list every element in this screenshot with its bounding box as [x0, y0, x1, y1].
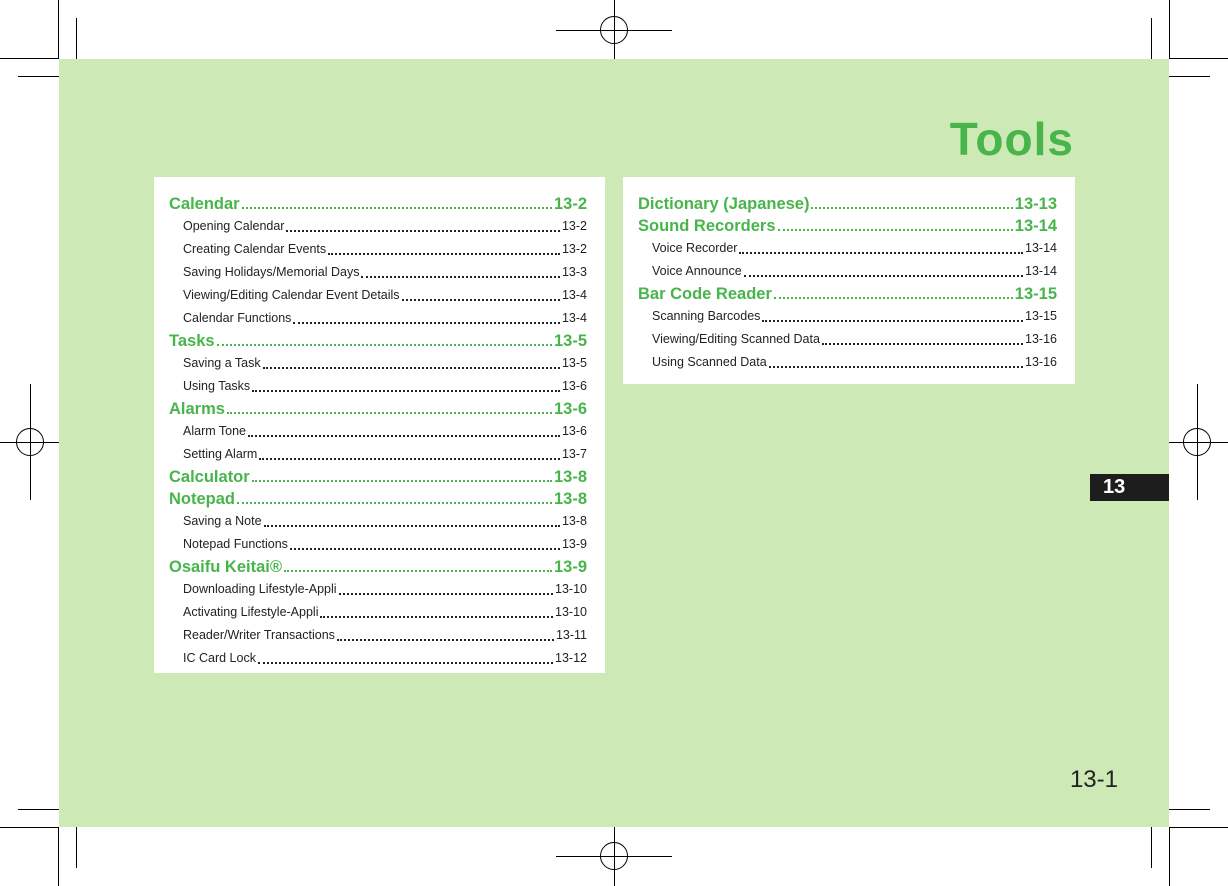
toc-left-panel: [154, 177, 605, 673]
dot-leader: [237, 502, 552, 504]
dot-leader: [402, 299, 560, 301]
dot-leader: [739, 252, 1023, 254]
toc-entry[interactable]: [169, 307, 587, 330]
toc-section-heading[interactable]: [169, 488, 587, 510]
page-reference: 13-6: [553, 400, 587, 418]
entry-title: Notepad Functions: [183, 537, 288, 551]
entry-title: Opening Calendar: [183, 219, 285, 233]
toc-entry[interactable]: [169, 261, 587, 284]
page-reference: 13-10: [555, 605, 587, 619]
page-reference: 13-2: [561, 242, 587, 256]
toc-entry[interactable]: [169, 601, 587, 624]
toc-section-heading[interactable]: [638, 215, 1057, 237]
dot-leader: [264, 525, 560, 527]
toc-entry[interactable]: [169, 624, 587, 647]
dot-leader: [744, 275, 1023, 277]
page-reference: 13-3: [561, 265, 587, 279]
toc-section-heading[interactable]: [169, 556, 587, 578]
entry-title: Setting Alarm: [183, 447, 258, 461]
entry-title: Saving Holidays/Memorial Days: [183, 265, 360, 279]
dot-leader: [320, 616, 553, 618]
toc-entry[interactable]: [638, 351, 1057, 374]
entry-title: Saving a Task: [183, 356, 261, 370]
dot-leader: [762, 320, 1023, 322]
section-title: Dictionary (Japanese): [638, 195, 810, 213]
page-reference: 13-9: [561, 537, 587, 551]
toc-entry[interactable]: [169, 215, 587, 238]
entry-title: Viewing/Editing Calendar Event Details: [183, 288, 400, 302]
dot-leader: [822, 343, 1023, 345]
page-reference: 13-8: [561, 514, 587, 528]
entry-title: IC Card Lock: [183, 651, 256, 665]
page-reference: 13-11: [555, 628, 587, 642]
page-reference: 13-13: [1014, 195, 1057, 213]
toc-entry[interactable]: [169, 647, 587, 670]
page-reference: 13-6: [561, 379, 587, 393]
entry-title: Creating Calendar Events: [183, 242, 327, 256]
dot-leader: [227, 412, 552, 414]
section-title: Tasks: [169, 332, 215, 350]
page-reference: 13-6: [561, 424, 587, 438]
entry-title: Activating Lifestyle-Appli: [183, 605, 319, 619]
toc-entry[interactable]: [169, 375, 587, 398]
toc-entry[interactable]: [169, 443, 587, 466]
page-reference: 13-4: [561, 288, 587, 302]
page-reference: 13-16: [1025, 332, 1057, 346]
dot-leader: [242, 207, 552, 209]
toc-entry[interactable]: [169, 510, 587, 533]
page-reference: 13-14: [1014, 217, 1057, 235]
toc-entry[interactable]: [638, 237, 1057, 260]
dot-leader: [258, 662, 553, 664]
dot-leader: [337, 639, 554, 641]
page-reference: 13-5: [553, 332, 587, 350]
toc-section-heading[interactable]: [169, 466, 587, 488]
dot-leader: [774, 297, 1013, 299]
dot-leader: [778, 229, 1013, 231]
section-title: Bar Code Reader: [638, 285, 772, 303]
entry-title: Using Scanned Data: [652, 355, 767, 369]
toc-entry[interactable]: [638, 305, 1057, 328]
entry-title: Viewing/Editing Scanned Data: [652, 332, 820, 346]
page-reference: 13-8: [553, 490, 587, 508]
entry-title: Downloading Lifestyle-Appli: [183, 582, 337, 596]
page-reference: 13-2: [553, 195, 587, 213]
entry-title: Saving a Note: [183, 514, 262, 528]
section-title: Osaifu Keitai®: [169, 558, 283, 576]
dot-leader: [252, 480, 552, 482]
toc-section-heading[interactable]: [169, 398, 587, 420]
dot-leader: [339, 593, 553, 595]
toc-entry[interactable]: [169, 578, 587, 601]
page-reference: 13-12: [555, 651, 587, 665]
dot-leader: [217, 344, 552, 346]
entry-title: Scanning Barcodes: [652, 309, 761, 323]
toc-entry[interactable]: [169, 352, 587, 375]
entry-title: Voice Recorder: [652, 241, 738, 255]
entry-title: Reader/Writer Transactions: [183, 628, 335, 642]
toc-entry[interactable]: [638, 328, 1057, 351]
page-reference: 13-4: [561, 311, 587, 325]
toc-section-heading[interactable]: [169, 193, 587, 215]
dot-leader: [284, 570, 552, 572]
page-reference: 13-14: [1025, 241, 1057, 255]
dot-leader: [361, 276, 560, 278]
toc-entry[interactable]: [169, 533, 587, 556]
page-title: Tools: [949, 113, 1074, 165]
entry-title: Calendar Functions: [183, 311, 292, 325]
toc-section-heading[interactable]: [169, 330, 587, 352]
page-reference: 13-14: [1025, 264, 1057, 278]
entry-title: Alarm Tone: [183, 424, 246, 438]
page-reference: 13-7: [561, 447, 587, 461]
section-title: Calculator: [169, 468, 250, 486]
page-reference: 13-8: [553, 468, 587, 486]
page-reference: 13-5: [561, 356, 587, 370]
page-reference: 13-15: [1025, 309, 1057, 323]
page-reference: 13-2: [561, 219, 587, 233]
entry-title: Using Tasks: [183, 379, 251, 393]
section-title: Notepad: [169, 490, 235, 508]
section-title: Calendar: [169, 195, 240, 213]
toc-section-heading[interactable]: [638, 283, 1057, 305]
dot-leader: [293, 322, 560, 324]
chapter-tab[interactable]: 13: [1090, 474, 1169, 501]
toc-section-heading[interactable]: [638, 193, 1057, 215]
page-reference: 13-9: [553, 558, 587, 576]
dot-leader: [290, 548, 560, 550]
section-title: Alarms: [169, 400, 225, 418]
dot-leader: [769, 366, 1023, 368]
page-reference: 13-15: [1014, 285, 1057, 303]
dot-leader: [811, 207, 1012, 209]
dot-leader: [286, 230, 560, 232]
toc-right-panel: [623, 177, 1075, 384]
entry-title: Voice Announce: [652, 264, 742, 278]
dot-leader: [259, 458, 560, 460]
toc-entry[interactable]: [169, 420, 587, 443]
toc-entry[interactable]: [169, 284, 587, 307]
page-reference: 13-10: [555, 582, 587, 596]
dot-leader: [328, 253, 560, 255]
dot-leader: [263, 367, 560, 369]
dot-leader: [252, 390, 560, 392]
section-title: Sound Recorders: [638, 217, 776, 235]
toc-entry[interactable]: [169, 238, 587, 261]
dot-leader: [248, 435, 560, 437]
toc-entry[interactable]: [638, 260, 1057, 283]
page-number: 13-1: [1069, 766, 1118, 793]
page-reference: 13-16: [1025, 355, 1057, 369]
